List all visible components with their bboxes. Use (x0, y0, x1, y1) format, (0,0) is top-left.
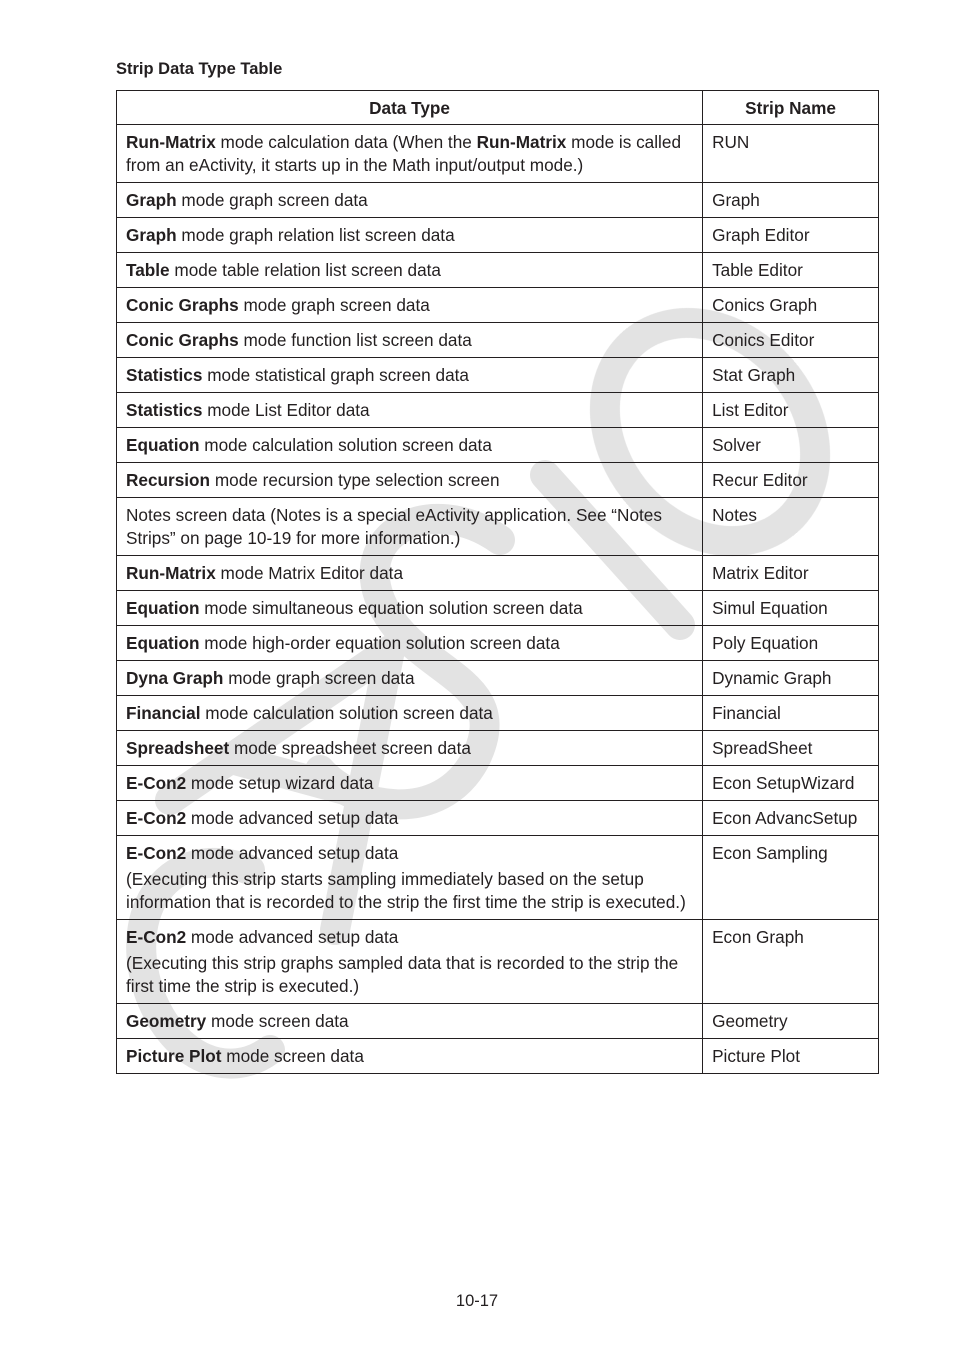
data-type-cell (117, 498, 703, 556)
data-type-cell (117, 218, 703, 253)
mode-name: Geometry (126, 1011, 207, 1031)
mode-name: E-Con2 (126, 808, 187, 828)
data-type-cell (117, 766, 703, 801)
strip-name-cell: Dynamic Graph (703, 661, 879, 696)
data-type-text: mode function list screen data (238, 330, 472, 350)
table-header-row (117, 91, 879, 125)
data-type-cell (117, 288, 703, 323)
table-row (117, 393, 879, 428)
data-type-cell (117, 323, 703, 358)
data-type-text: mode calculation data (When the (215, 132, 477, 152)
data-type-cell (117, 801, 703, 836)
strip-name-cell: Table Editor (703, 253, 879, 288)
strip-name-cell: Graph Editor (703, 218, 879, 253)
mode-name: Equation (126, 435, 200, 455)
strip-name-cell: Econ Graph (703, 920, 879, 1004)
data-type-text: mode Matrix Editor data (215, 563, 403, 583)
strip-name-cell: Notes (703, 498, 879, 556)
data-type-text: mode screen data (221, 1046, 364, 1066)
data-type-text: mode is called from an eActivity, it starts up in the Math input/output mode.) (126, 132, 681, 175)
mode-name: Equation (126, 633, 200, 653)
data-type-note: (Executing this strip starts sampling immediately based on the setup information that is recorded to the strip the first time the strip is executed.) (126, 869, 686, 912)
mode-name: Conic Graphs (126, 330, 239, 350)
data-type-text: Notes screen data (Notes is a special eActivity application. See “Notes Strips” on page 10-19 for more information.) (126, 505, 662, 548)
data-type-text: mode List Editor data (202, 400, 370, 420)
data-type-text: mode screen data (206, 1011, 349, 1031)
mode-name: Equation (126, 598, 200, 618)
strip-name-cell: Financial (703, 696, 879, 731)
table-caption: Strip Data Type Table (116, 60, 283, 78)
strip-name-cell: RUN (703, 125, 879, 183)
table-row (117, 125, 879, 183)
table-row (117, 288, 879, 323)
table-row (117, 218, 879, 253)
data-type-text: mode advanced setup data (186, 843, 399, 863)
mode-name: Picture Plot (126, 1046, 222, 1066)
data-type-cell (117, 591, 703, 626)
table-row (117, 836, 879, 920)
data-type-text: mode graph screen data (238, 295, 430, 315)
table-row (117, 626, 879, 661)
data-type-text: mode calculation solution screen data (199, 435, 492, 455)
table-row (117, 463, 879, 498)
strip-name-cell: Matrix Editor (703, 556, 879, 591)
column-header-data-type: Data Type (117, 91, 703, 125)
data-type-text: mode simultaneous equation solution screen data (199, 598, 583, 618)
data-type-text: mode graph screen data (176, 190, 368, 210)
strip-name-cell: Econ AdvancSetup (703, 801, 879, 836)
strip-name-cell: Picture Plot (703, 1039, 879, 1074)
table-row (117, 556, 879, 591)
mode-name: Statistics (126, 365, 203, 385)
data-type-text: mode high-order equation solution screen data (199, 633, 560, 653)
table-row (117, 498, 879, 556)
data-type-text: mode advanced setup data (186, 808, 399, 828)
mode-name: Table (126, 260, 170, 280)
table-row (117, 696, 879, 731)
data-type-text: mode calculation solution screen data (200, 703, 493, 723)
table-row (117, 1004, 879, 1039)
data-type-text: mode graph screen data (223, 668, 415, 688)
data-type-text: mode graph relation list screen data (176, 225, 455, 245)
mode-name: Run-Matrix (126, 132, 216, 152)
table-row (117, 920, 879, 1004)
data-type-cell (117, 661, 703, 696)
data-type-cell (117, 1039, 703, 1074)
mode-name: Recursion (126, 470, 211, 490)
table-row (117, 428, 879, 463)
data-type-cell (117, 393, 703, 428)
mode-name: Dyna Graph (126, 668, 224, 688)
mode-name: Run-Matrix (126, 563, 216, 583)
strip-name-cell: Conics Editor (703, 323, 879, 358)
strip-name-cell: Poly Equation (703, 626, 879, 661)
mode-name: E-Con2 (126, 843, 187, 863)
table-row (117, 661, 879, 696)
data-type-cell (117, 626, 703, 661)
data-type-cell (117, 428, 703, 463)
page-number: 10-17 (455, 1292, 499, 1310)
data-type-note: (Executing this strip graphs sampled data that is recorded to the strip the first time the strip is executed.) (126, 953, 679, 996)
table-row (117, 766, 879, 801)
data-type-cell (117, 463, 703, 498)
strip-name-cell: Recur Editor (703, 463, 879, 498)
data-type-text: mode statistical graph screen data (202, 365, 469, 385)
data-type-cell (117, 836, 703, 920)
data-type-text: mode recursion type selection screen (210, 470, 500, 490)
strip-name-cell: List Editor (703, 393, 879, 428)
strip-data-type-table (116, 90, 879, 1074)
table-row (117, 801, 879, 836)
strip-name-cell: Stat Graph (703, 358, 879, 393)
mode-name: Run-Matrix (476, 132, 567, 152)
strip-name-cell: Graph (703, 183, 879, 218)
strip-name-cell: SpreadSheet (703, 731, 879, 766)
table-row (117, 358, 879, 393)
data-type-cell (117, 1004, 703, 1039)
strip-name-cell: Conics Graph (703, 288, 879, 323)
data-type-text: mode advanced setup data (186, 927, 399, 947)
data-type-cell (117, 253, 703, 288)
data-type-text: mode table relation list screen data (169, 260, 441, 280)
table-row (117, 1039, 879, 1074)
mode-name: Graph (126, 225, 177, 245)
strip-name-cell: Geometry (703, 1004, 879, 1039)
table-row (117, 253, 879, 288)
data-type-cell (117, 556, 703, 591)
table-row (117, 731, 879, 766)
mode-name: Spreadsheet (126, 738, 230, 758)
data-type-cell (117, 920, 703, 1004)
mode-name: E-Con2 (126, 773, 187, 793)
strip-name-cell: Econ Sampling (703, 836, 879, 920)
mode-name: E-Con2 (126, 927, 187, 947)
mode-name: Conic Graphs (126, 295, 239, 315)
mode-name: Graph (126, 190, 177, 210)
strip-name-cell: Simul Equation (703, 591, 879, 626)
table-row (117, 323, 879, 358)
data-type-cell (117, 125, 703, 183)
data-type-cell (117, 358, 703, 393)
data-type-cell (117, 183, 703, 218)
mode-name: Financial (126, 703, 201, 723)
mode-name: Statistics (126, 400, 203, 420)
strip-name-cell: Solver (703, 428, 879, 463)
data-type-text: mode setup wizard data (186, 773, 374, 793)
column-header-strip-name: Strip Name (703, 91, 879, 125)
data-type-cell (117, 696, 703, 731)
strip-name-cell: Econ SetupWizard (703, 766, 879, 801)
data-type-text: mode spreadsheet screen data (229, 738, 471, 758)
table-row (117, 591, 879, 626)
data-type-cell (117, 731, 703, 766)
table-row (117, 183, 879, 218)
